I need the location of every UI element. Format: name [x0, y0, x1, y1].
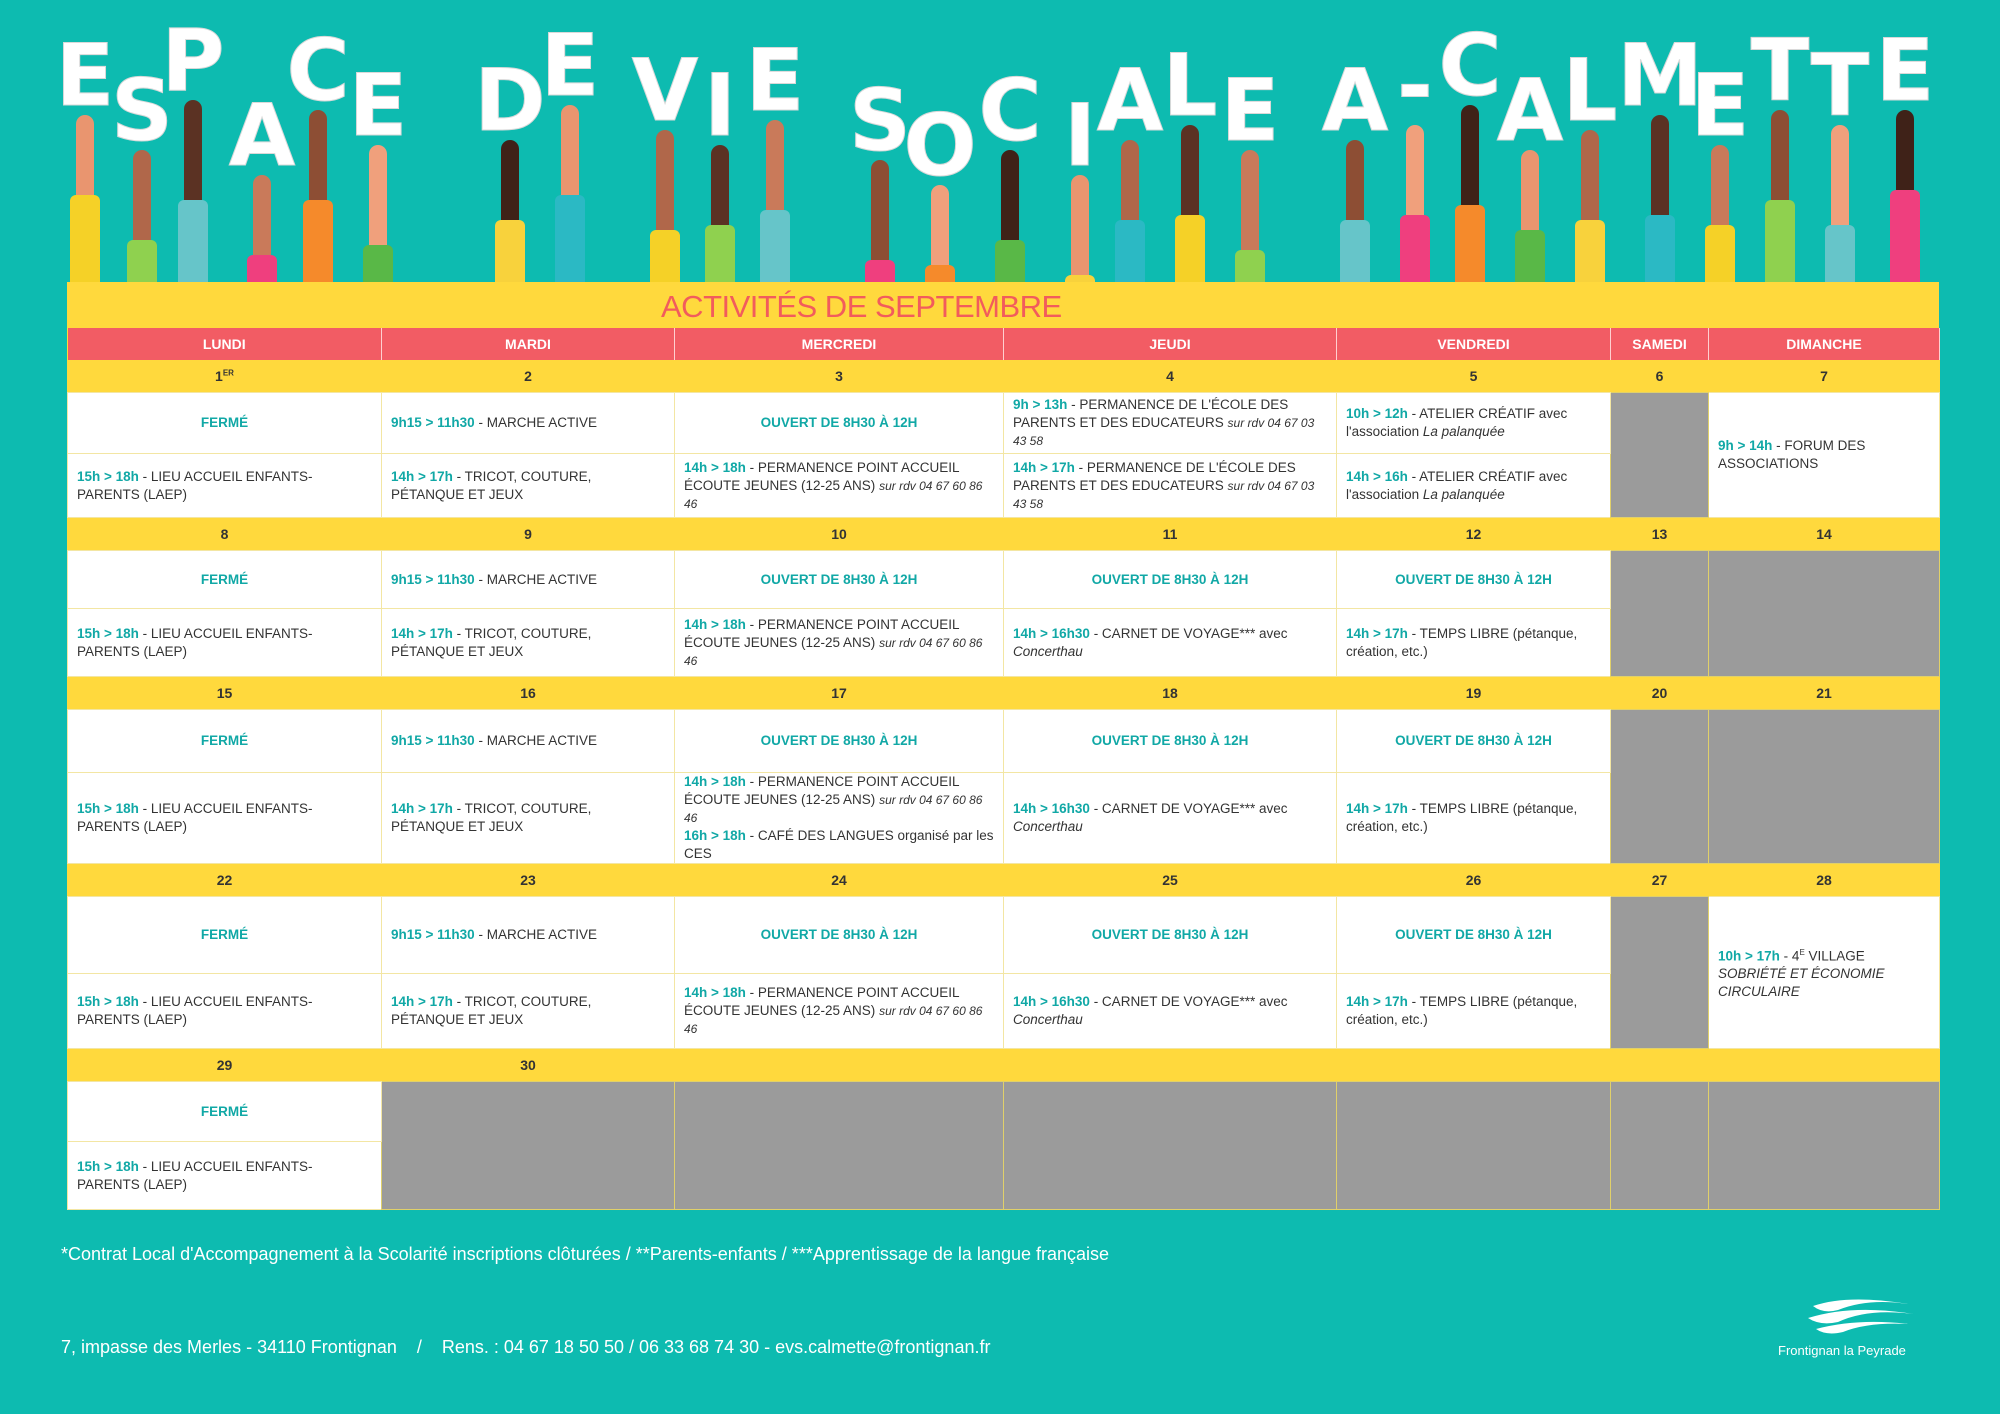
date-row [68, 1049, 1940, 1082]
sleeve [70, 195, 100, 285]
title-letter: L [1162, 36, 1218, 136]
empty-day [1611, 393, 1709, 518]
title-letter: A [228, 86, 296, 186]
activity-cell: 14h > 16h - ATELIER CRÉATIF avec l'association La palanquée [1337, 454, 1611, 518]
empty-day [1004, 1082, 1337, 1210]
empty-day [1709, 1082, 1940, 1210]
empty-day [1709, 710, 1940, 864]
date-number: 4 [1004, 360, 1337, 393]
day-name: SAMEDI [1611, 328, 1709, 360]
sleeve [1400, 215, 1430, 285]
sleeve [1825, 225, 1855, 285]
day-name: DIMANCHE [1709, 328, 1940, 360]
date-number [1709, 1049, 1940, 1082]
date-number: 23 [382, 864, 675, 897]
activity-cell: 9h15 > 11h30 - MARCHE ACTIVE [382, 551, 675, 609]
open-hours-label: OUVERT DE 8H30 À 12H [675, 710, 1004, 773]
sleeve [1340, 220, 1370, 285]
sleeve [1235, 250, 1265, 285]
hands-title-illustration [0, 0, 2000, 285]
date-number: 21 [1709, 677, 1940, 710]
waves-icon [1808, 1296, 1918, 1336]
open-hours-label: OUVERT DE 8H30 À 12H [1004, 551, 1337, 609]
day-name: JEUDI [1004, 328, 1337, 360]
date-number: 19 [1337, 677, 1611, 710]
title-letter: E [1690, 56, 1750, 156]
date-number: 12 [1337, 518, 1611, 551]
date-number: 20 [1611, 677, 1709, 710]
activity-cell: 15h > 18h - LIEU ACCUEIL ENFANTS-PARENTS (LAEP) [68, 773, 382, 864]
activity-cell: 15h > 18h - LIEU ACCUEIL ENFANTS-PARENTS (LAEP) [68, 609, 382, 677]
title-letter: T [1750, 21, 1810, 121]
title-letter: I [1064, 86, 1096, 186]
date-number [675, 1049, 1004, 1082]
sleeve [995, 240, 1025, 285]
day-name: MARDI [382, 328, 675, 360]
activity-cell: 9h > 13h - PERMANENCE DE L'ÉCOLE DES PARENTS ET DES EDUCATEURS sur rdv 04 67 03 43 58 [1004, 393, 1337, 454]
activity-cell: 15h > 18h - LIEU ACCUEIL ENFANTS-PARENTS (LAEP) [68, 1142, 382, 1210]
title-letter: A [1496, 61, 1564, 161]
activity-cell: 14h > 18h - PERMANENCE POINT ACCUEIL ÉCOUTE JEUNES (12-25 ANS) sur rdv 04 67 60 86 46 [675, 609, 1004, 677]
activity-cell: 14h > 17h - TRICOT, COUTURE, PÉTANQUE ET JEUX [382, 773, 675, 864]
date-number: 15 [68, 677, 382, 710]
sleeve [760, 210, 790, 285]
title-letter: P [161, 11, 225, 111]
activity-cell: 14h > 17h - TRICOT, COUTURE, PÉTANQUE ET JEUX [382, 609, 675, 677]
activity-cell: 9h15 > 11h30 - MARCHE ACTIVE [382, 393, 675, 454]
date-number: 27 [1611, 864, 1709, 897]
date-number: 24 [675, 864, 1004, 897]
open-hours-label: OUVERT DE 8H30 À 12H [675, 897, 1004, 974]
date-row [68, 518, 1940, 551]
activity-cell: 14h > 16h30 - CARNET DE VOYAGE*** avec Concerthau [1004, 773, 1337, 864]
date-number: 10 [675, 518, 1004, 551]
date-number: 7 [1709, 360, 1940, 393]
day-names-row [68, 328, 1940, 360]
sleeve [1890, 190, 1920, 285]
day-name: LUNDI [68, 328, 382, 360]
closed-label: FERMÉ [68, 1082, 382, 1142]
title-letter: E [540, 16, 600, 116]
closed-label: FERMÉ [68, 393, 382, 454]
open-hours-label: OUVERT DE 8H30 À 12H [1337, 551, 1611, 609]
contact-address: 7, impasse des Merles - 34110 Frontignan / Rens. : 04 67 18 50 50 / 06 33 68 74 30 - evs.calmette@frontignan.fr [61, 1337, 991, 1357]
sleeve [495, 220, 525, 285]
morning-row [68, 393, 1940, 454]
title-letter: E [348, 56, 408, 156]
title-letter: S [849, 71, 911, 171]
morning-row [68, 897, 1940, 974]
empty-day [1709, 551, 1940, 677]
title-letter: V [631, 41, 699, 141]
sleeve [178, 200, 208, 285]
sleeve [1175, 215, 1205, 285]
activity-cell: 15h > 18h - LIEU ACCUEIL ENFANTS-PARENTS (LAEP) [68, 974, 382, 1049]
sleeve [1575, 220, 1605, 285]
date-row [68, 360, 1940, 393]
sleeve [363, 245, 393, 285]
date-number [1611, 1049, 1709, 1082]
empty-day [1611, 1082, 1709, 1210]
activity-cell: $10h > 17h - 4^E$ VILLAGE SOBRIÉTÉ ET ÉCONOMIE CIRCULAIRE [1709, 897, 1940, 1049]
header-banner [0, 0, 2000, 285]
date-number: 14 [1709, 518, 1940, 551]
title-letter: E [1875, 21, 1935, 121]
day-name: VENDREDI [1337, 328, 1611, 360]
logo-text: Frontignan la Peyrade [1778, 1343, 1906, 1358]
date-number: 28 [1709, 864, 1940, 897]
date-number: 25 [1004, 864, 1337, 897]
date-number: 5 [1337, 360, 1611, 393]
sleeve [247, 255, 277, 285]
date-number: 3 [675, 360, 1004, 393]
sleeve [705, 225, 735, 285]
open-hours-label: OUVERT DE 8H30 À 12H [1337, 710, 1611, 773]
activity-cell: 14h > 17h - TEMPS LIBRE (pétanque, création, etc.) [1337, 974, 1611, 1049]
activity-cell: 14h > 17h - TRICOT, COUTURE, PÉTANQUE ET JEUX [382, 974, 675, 1049]
date-number: 11 [1004, 518, 1337, 551]
activity-cell: 9h15 > 11h30 - MARCHE ACTIVE [382, 710, 675, 773]
title-letter: E [745, 31, 805, 131]
date-number: 9 [382, 518, 675, 551]
date-number: 30 [382, 1049, 675, 1082]
title-letter: D [474, 51, 546, 151]
title-letter: O [903, 96, 977, 196]
open-hours-label: OUVERT DE 8H30 À 12H [675, 393, 1004, 454]
title-letter: C [286, 21, 350, 121]
title-letter: - [1397, 36, 1433, 136]
empty-day [1337, 1082, 1611, 1210]
activity-cell: 9h15 > 11h30 - MARCHE ACTIVE [382, 897, 675, 974]
empty-day [675, 1082, 1004, 1210]
title-letter: E [55, 26, 115, 126]
activity-cell: 14h > 16h30 - CARNET DE VOYAGE*** avec Concerthau [1004, 609, 1337, 677]
date-number: 29 [68, 1049, 382, 1082]
activity-calendar [67, 282, 1939, 1210]
date-number: 16 [382, 677, 675, 710]
activity-cell: 14h > 17h - TRICOT, COUTURE, PÉTANQUE ET JEUX [382, 454, 675, 518]
sleeve [1765, 200, 1795, 285]
sleeve [127, 240, 157, 285]
date-number: 17 [675, 677, 1004, 710]
morning-row [68, 1082, 1940, 1142]
activity-cell: 14h > 18h - PERMANENCE POINT ACCUEIL ÉCOUTE JEUNES (12-25 ANS) sur rdv 04 67 60 86 46 16h > 18h - CAFÉ DES LANGUES organisé par les CES [675, 773, 1004, 864]
date-number: 22 [68, 864, 382, 897]
calendar-title: ACTIVITÉS DE SEPTEMBRE [661, 289, 1062, 324]
activity-cell: 14h > 17h - TEMPS LIBRE (pétanque, création, etc.) [1337, 773, 1611, 864]
date-row [68, 677, 1940, 710]
activity-cell: 15h > 18h - LIEU ACCUEIL ENFANTS-PARENTS (LAEP) [68, 454, 382, 518]
raised-arm [1071, 175, 1089, 285]
open-hours-label: OUVERT DE 8H30 À 12H [1337, 897, 1611, 974]
title-letter: I [704, 56, 736, 156]
date-number [1004, 1049, 1337, 1082]
date-row [68, 864, 1940, 897]
title-letter: T [1810, 36, 1870, 136]
title-letter: S [111, 61, 173, 161]
empty-day [1611, 897, 1709, 1049]
activity-cell: 14h > 17h - PERMANENCE DE L'ÉCOLE DES PARENTS ET DES EDUCATEURS sur rdv 04 67 03 43 58 [1004, 454, 1337, 518]
sleeve [1115, 220, 1145, 285]
title-letter: M [1617, 26, 1703, 126]
date-number: 2 [382, 360, 675, 393]
activity-cell: 14h > 18h - PERMANENCE POINT ACCUEIL ÉCOUTE JEUNES (12-25 ANS) sur rdv 04 67 60 86 46 [675, 454, 1004, 518]
date-number: 6 [1611, 360, 1709, 393]
open-hours-label: OUVERT DE 8H30 À 12H [1004, 710, 1337, 773]
empty-day [1611, 710, 1709, 864]
title-letter: C [978, 61, 1042, 161]
sleeve [555, 195, 585, 285]
open-hours-label: OUVERT DE 8H30 À 12H [1004, 897, 1337, 974]
date-number: 26 [1337, 864, 1611, 897]
title-letter: A [1321, 51, 1389, 151]
activity-cell: 14h > 17h - TEMPS LIBRE (pétanque, création, etc.) [1337, 609, 1611, 677]
activity-cell: 14h > 16h30 - CARNET DE VOYAGE*** avec Concerthau [1004, 974, 1337, 1049]
date-number: 1ER [68, 360, 382, 393]
empty-day [1611, 551, 1709, 677]
date-number [1337, 1049, 1611, 1082]
morning-row [68, 551, 1940, 609]
calendar-table [67, 328, 1940, 1210]
closed-label: FERMÉ [68, 897, 382, 974]
sleeve [303, 200, 333, 285]
footnote: *Contrat Local d'Accompagnement à la Scolarité inscriptions clôturées / **Parents-enfants / ***Apprentissage de la langue française [61, 1244, 1110, 1264]
sleeve [1645, 215, 1675, 285]
sleeve [650, 230, 680, 285]
activity-cell: 14h > 18h - PERMANENCE POINT ACCUEIL ÉCOUTE JEUNES (12-25 ANS) sur rdv 04 67 60 86 46 [675, 974, 1004, 1049]
date-number: 18 [1004, 677, 1337, 710]
title-letter: C [1438, 16, 1502, 116]
activity-cell: 10h > 12h - ATELIER CRÉATIF avec l'association La palanquée [1337, 393, 1611, 454]
date-number: 13 [1611, 518, 1709, 551]
title-letter: L [1562, 41, 1618, 141]
empty-day [382, 1082, 675, 1210]
sleeve [1455, 205, 1485, 285]
closed-label: FERMÉ [68, 551, 382, 609]
activity-cell: 9h > 14h - FORUM DES ASSOCIATIONS [1709, 393, 1940, 518]
sleeve [1705, 225, 1735, 285]
title-letter: E [1220, 61, 1280, 161]
title-letter: A [1096, 51, 1164, 151]
date-number: 8 [68, 518, 382, 551]
open-hours-label: OUVERT DE 8H30 À 12H [675, 551, 1004, 609]
closed-label: FERMÉ [68, 710, 382, 773]
sleeve [1515, 230, 1545, 285]
day-name: MERCREDI [675, 328, 1004, 360]
morning-row [68, 710, 1940, 773]
